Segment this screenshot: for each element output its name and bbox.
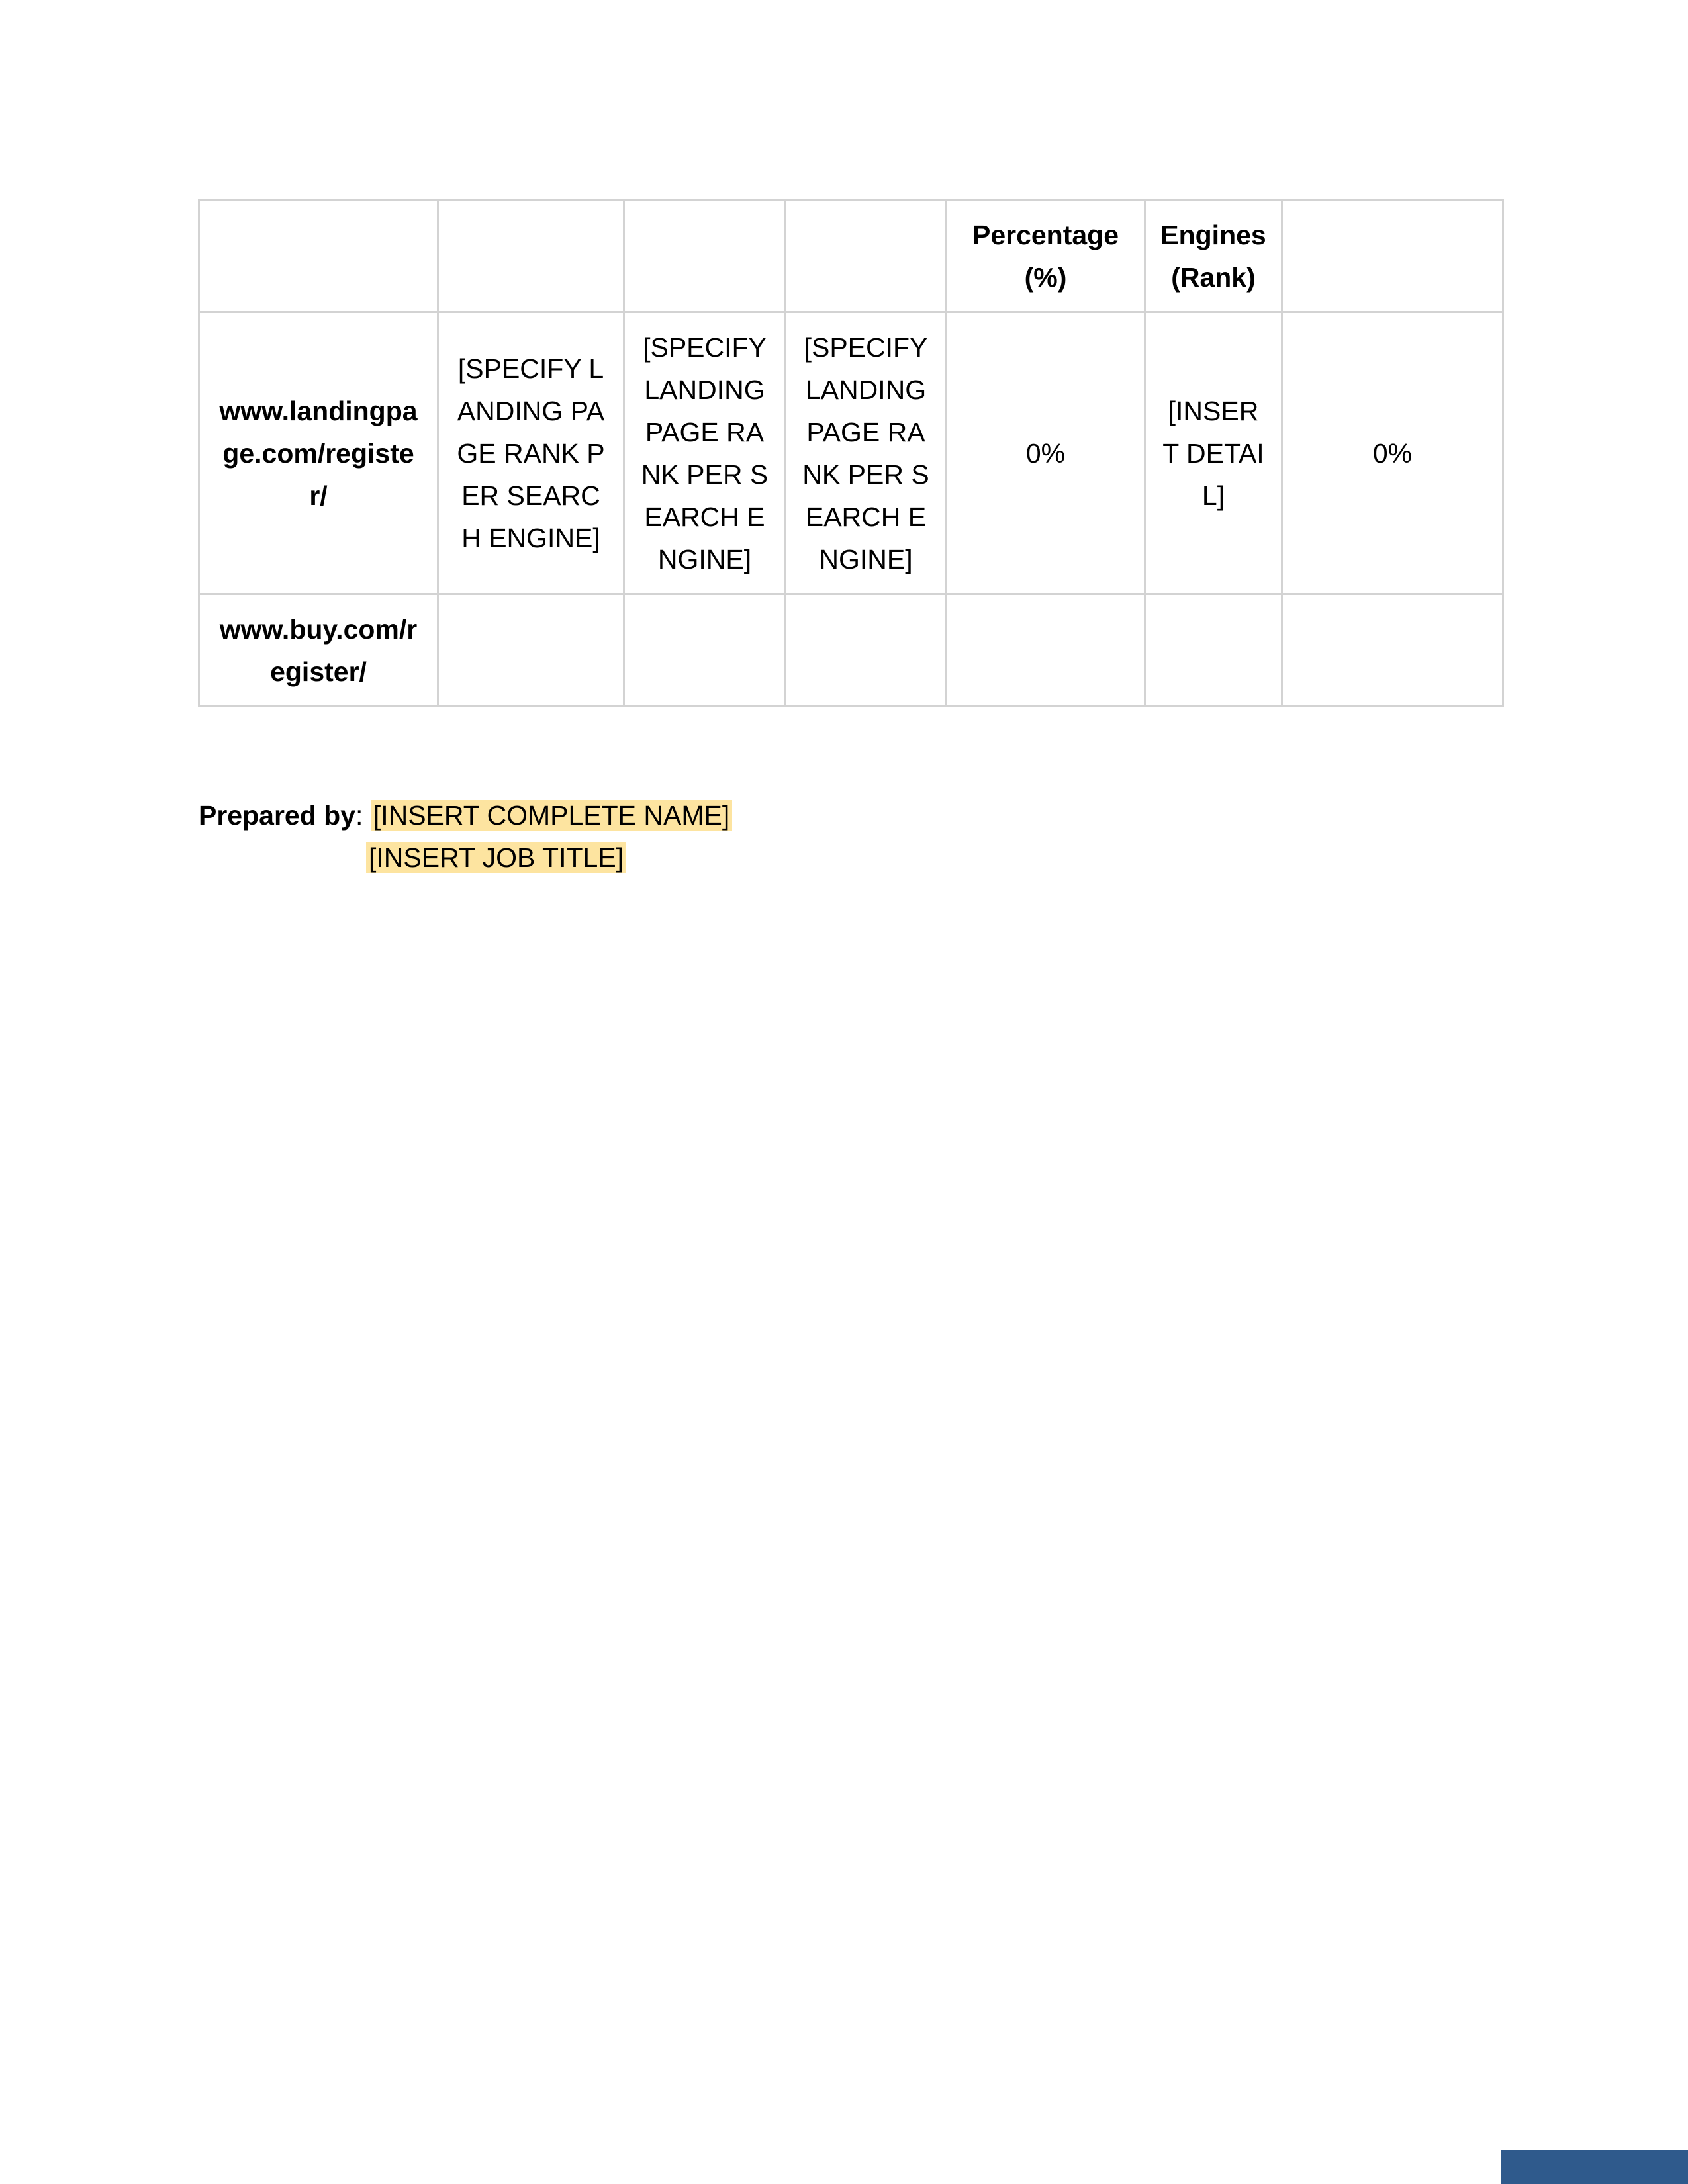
engines-rank-cell: [INSERT DETAIL] (1145, 312, 1282, 594)
table-header-row (199, 200, 1503, 312)
empty-cell (786, 594, 947, 707)
header-cell-empty (786, 200, 947, 312)
row-url: www.landingpage.com/register/ (199, 312, 438, 594)
table-row (199, 594, 1503, 707)
prepared-by-title-line (199, 837, 732, 879)
prepared-by-name-line (199, 794, 732, 837)
empty-cell (1282, 594, 1503, 707)
empty-cell (1145, 594, 1282, 707)
last-percentage-cell: 0% (1282, 312, 1503, 594)
header-cell-empty (199, 200, 438, 312)
prepared-by-block (199, 794, 732, 879)
percentage-cell: 0% (947, 312, 1145, 594)
header-percentage: Percentage (%) (947, 200, 1145, 312)
table-row (199, 312, 1503, 594)
prepared-by-label: Prepared by (199, 800, 355, 831)
row-url: www.buy.com/register/ (199, 594, 438, 707)
header-cell-empty (624, 200, 786, 312)
prepared-by-job-title: [INSERT JOB TITLE] (366, 842, 626, 873)
prepared-by-separator: : (355, 800, 363, 831)
seo-ranking-table (198, 199, 1504, 707)
header-cell-empty (438, 200, 624, 312)
header-engines-rank: Engines (Rank) (1145, 200, 1282, 312)
empty-cell (947, 594, 1145, 707)
rank-cell: [SPECIFY LANDING PAGE RANK PER SEARCH ENGINE] (624, 312, 786, 594)
empty-cell (438, 594, 624, 707)
footer-accent-bar (1501, 2150, 1688, 2184)
empty-cell (624, 594, 786, 707)
prepared-by-name: [INSERT COMPLETE NAME] (371, 800, 732, 831)
rank-cell: [SPECIFY LANDING PAGE RANK PER SEARCH ENGINE] (438, 312, 624, 594)
header-cell-empty (1282, 200, 1503, 312)
rank-cell: [SPECIFY LANDING PAGE RANK PER SEARCH ENGINE] (786, 312, 947, 594)
